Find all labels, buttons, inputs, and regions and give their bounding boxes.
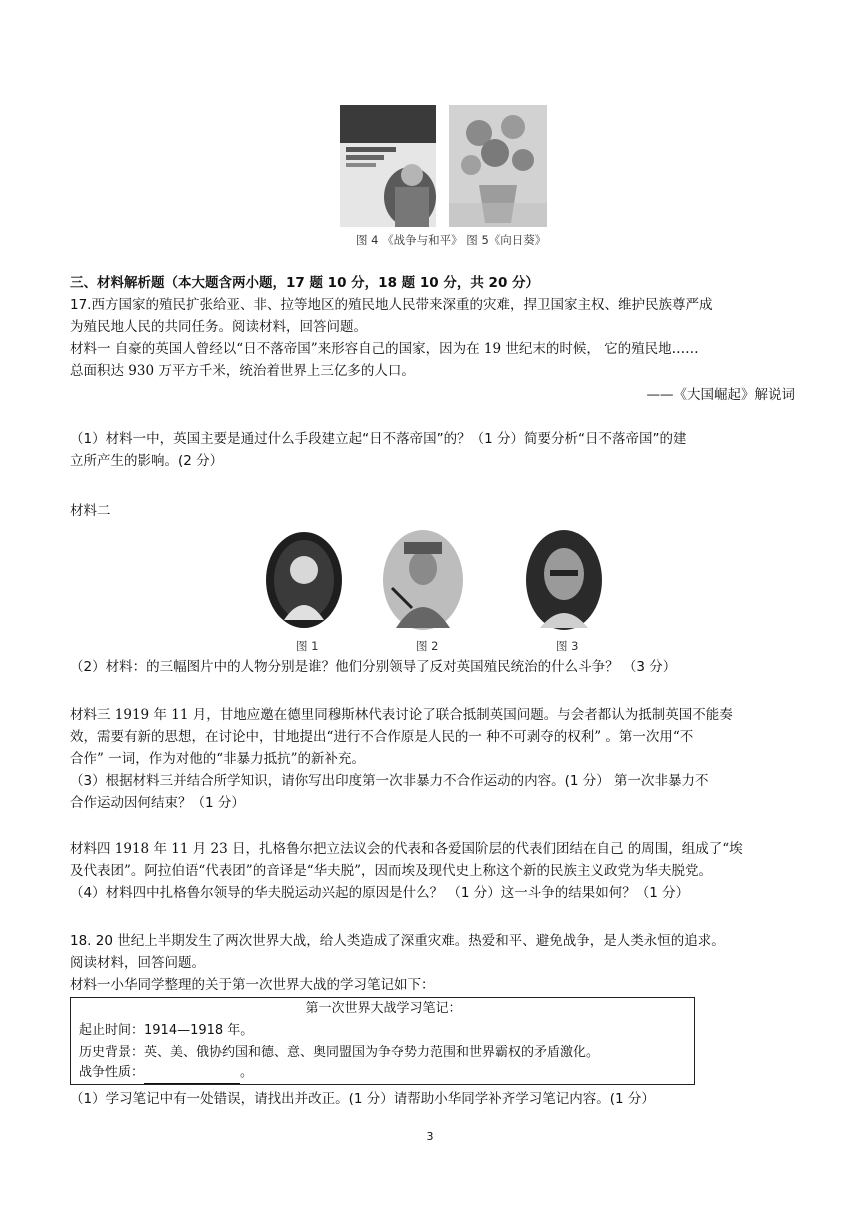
q17-question-3-line-1: （3）根据材料三并结合所学知识，请你写出印度第一次非暴力不合作运动的内容。(1 分） 第一次非暴力不	[70, 773, 709, 789]
q17-intro-line-1: 17.西方国家的殖民扩张给亚、非、拉等地区的殖民地人民带来深重的灾难，捍卫国家主权、维护民族尊严成	[70, 297, 713, 313]
portrait-figure-3	[524, 528, 604, 632]
study-notes-nature-label: 战争性质：	[79, 1065, 145, 1080]
q17-material-1-line-1: 材料一 自豪的英国人曾经以“日不落帝国”来形容自己的国家，因为在 19 世纪末的时候， 它的殖民地……	[70, 341, 699, 357]
study-notes-time: 起止时间：1914—1918 年。	[79, 1023, 254, 1038]
top-figures-caption: 图 4 《战争与和平》 图 5《向日葵》	[356, 233, 547, 247]
q18-question-1: （1）学习笔记中有一处错误，请找出并改正。(1 分）请帮助小华同学补齐学习笔记内容。(1 分）	[70, 1091, 655, 1107]
q17-material-3-line-2: 效，需要有新的思想，在讨论中，甘地提出“进行不合作原是人民的一 种不可剥夺的权利” 。第一次用“不	[70, 729, 694, 745]
figure-2-caption: 图 2	[416, 639, 439, 653]
war-and-peace-cover-illustration	[340, 105, 436, 227]
portrait-1-illustration	[264, 530, 344, 630]
q17-material-1-line-2: 总面积达 930 万平方千米，统治着世界上三亿多的人口。	[70, 363, 415, 379]
q17-intro-line-2: 为殖民地人民的共同任务。阅读材料，回答问题。	[70, 319, 367, 335]
figure-1-caption: 图 1	[296, 639, 319, 653]
q17-question-1-line-2: 立所产生的影响。(2 分）	[70, 453, 224, 469]
portrait-3-illustration	[524, 528, 604, 632]
q17-question-3-line-2: 合作运动因何结束？（1 分）	[70, 795, 245, 811]
q18-intro-line-2: 阅读材料，回答问题。	[70, 955, 205, 971]
q17-material-1-source: ——《大国崛起》解说词	[646, 387, 795, 403]
section-title: 三、材料解析题（本大题含两小题，17 题 10 分，18 题 10 分，共 20 分）	[70, 275, 540, 291]
q17-question-1-line-1: （1）材料一中，英国主要是通过什么手段建立起“日不落帝国”的？（1 分）简要分析“日不落帝国”的建	[70, 431, 687, 447]
portrait-figure-1	[264, 530, 344, 630]
q17-question-4: （4）材料四中扎格鲁尔领导的华夫脱运动兴起的原因是什么？ （1 分）这一斗争的结果如何？（1 分）	[70, 885, 690, 901]
study-notes-nature-row	[79, 1062, 253, 1084]
q18-material-1: 材料一小华同学整理的关于第一次世界大战的学习笔记如下：	[70, 977, 435, 993]
study-notes-background: 历史背景：英、美、俄协约国和德、意、奥同盟国为争夺势力范围和世界霸权的矛盾激化。	[79, 1045, 600, 1060]
q17-question-2: （2）材料：的三幅图片中的人物分别是谁？他们分别领导了反对英国殖民统治的什么斗争？ （3 分）	[70, 659, 677, 675]
study-notes-nature-blank[interactable]	[144, 1069, 240, 1084]
figure-3-caption: 图 3	[556, 639, 579, 653]
sunflowers-painting-image	[449, 105, 547, 227]
study-notes-title: 第一次世界大战学习笔记：	[305, 1001, 462, 1016]
war-and-peace-book-cover-image	[340, 105, 436, 227]
q18-intro-line-1: 18. 20 世纪上半期发生了两次世界大战，给人类造成了深重灾难。热爱和平、避免战争，是人类永恒的追求。	[70, 933, 725, 949]
portrait-2-illustration	[382, 528, 464, 632]
study-notes-box	[70, 997, 695, 1085]
q17-material-3-line-1: 材料三 1919 年 11 月，甘地应邀在德里同穆斯林代表讨论了联合抵制英国问题。与会者都认为抵制英国不能奏	[70, 707, 733, 723]
q17-material-3-line-3: 合作” 一词，作为对他的“非暴力抵抗”的新补充。	[70, 751, 365, 767]
sunflowers-illustration	[449, 105, 547, 227]
q17-material-4-line-1: 材料四 1918 年 11 月 23 日，扎格鲁尔把立法议会的代表和各爱国阶层的代表们团结在自己 的周围，组成了“埃	[70, 841, 743, 857]
q17-material-4-line-2: 及代表团”。阿拉伯语“代表团”的音译是“华夫脱”，因而埃及现代史上称这个新的民族主义政党为华夫脱党。	[70, 863, 713, 879]
page-number: 3	[426, 1130, 434, 1143]
q17-material-2-label: 材料二	[70, 503, 111, 519]
portrait-figure-2	[382, 528, 464, 632]
study-notes-nature-end: 。	[240, 1065, 254, 1080]
